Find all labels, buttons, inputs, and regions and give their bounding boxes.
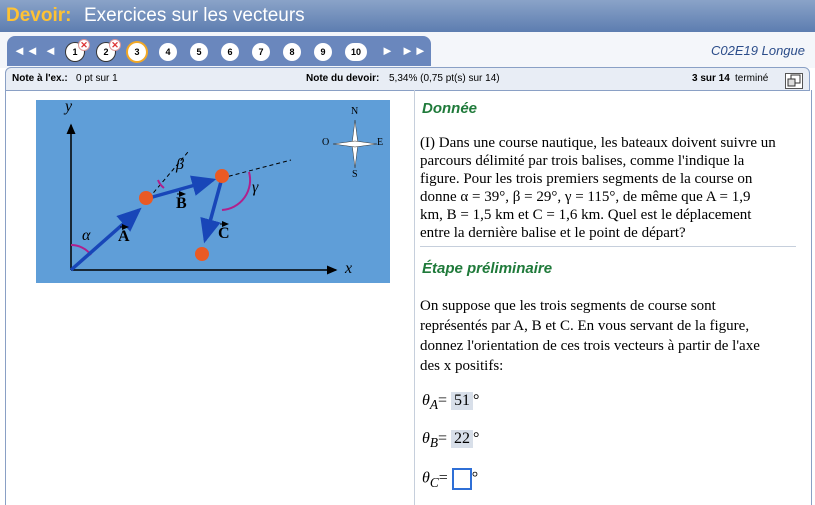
title-kind: Devoir: bbox=[6, 5, 72, 26]
question-1-button[interactable]: 1 ✕ bbox=[66, 43, 84, 61]
etape-text: On suppose que les trois segments de course sont représentés par A, B et C. En vous servant de la figure, donnez l'orientation de ces trois vecteurs à partir de l'axe des x positifs: bbox=[420, 298, 760, 374]
compass-east: E bbox=[377, 137, 384, 148]
question-5-button[interactable]: 5 bbox=[190, 43, 208, 61]
question-8-button[interactable]: 8 bbox=[283, 43, 301, 61]
question-4-button[interactable]: 4 bbox=[159, 43, 177, 61]
donnee-heading: Donnée bbox=[422, 100, 478, 117]
question-9-button[interactable]: 9 bbox=[314, 43, 332, 61]
question-6-button[interactable]: 6 bbox=[221, 43, 239, 61]
question-3-button[interactable]: 3 bbox=[128, 43, 146, 61]
question-2-button[interactable]: 2 ✕ bbox=[97, 43, 115, 61]
compass-south: S bbox=[352, 169, 358, 180]
ex-score-label: Note à l'ex.: bbox=[12, 73, 68, 84]
etape-heading: Étape préliminaire bbox=[422, 260, 553, 277]
wrong-icon: ✕ bbox=[78, 39, 90, 51]
section-divider bbox=[420, 246, 796, 247]
title-bar bbox=[0, 0, 815, 33]
ex-score-value: 0 pt sur 1 bbox=[76, 73, 118, 84]
hw-score-value: 5,34% (0,75 pt(s) sur 14) bbox=[389, 73, 500, 84]
hw-score-label: Note du devoir: bbox=[306, 73, 380, 84]
info-bar bbox=[5, 67, 810, 91]
next-button[interactable]: ► bbox=[381, 43, 394, 58]
theta-b-row: $\theta_B= 22$ ° bbox=[422, 430, 480, 451]
vector-figure bbox=[36, 100, 390, 283]
vector-a-label: A bbox=[118, 228, 130, 245]
expand-icon[interactable] bbox=[785, 73, 803, 89]
vector-b-label: B bbox=[176, 195, 187, 212]
progress-text: 3 sur 14 bbox=[692, 73, 730, 84]
exercise-code: C02E19 Longue bbox=[711, 43, 805, 58]
question-nav bbox=[7, 36, 431, 66]
compass-west: O bbox=[322, 137, 330, 148]
alpha-label: α bbox=[82, 227, 91, 244]
content-area bbox=[5, 90, 812, 505]
first-button[interactable]: ◄◄ bbox=[13, 43, 39, 58]
vector-c-label: C bbox=[218, 225, 230, 242]
wrong-icon: ✕ bbox=[109, 39, 121, 51]
question-10-button[interactable]: 10 bbox=[345, 43, 367, 61]
y-axis-label: y bbox=[65, 98, 73, 115]
theta-c-input[interactable] bbox=[452, 468, 472, 490]
theta-b-answer: 22 bbox=[451, 430, 473, 448]
theta-a-answer: 51 bbox=[451, 392, 473, 410]
question-7-button[interactable]: 7 bbox=[252, 43, 270, 61]
gamma-label: γ bbox=[252, 179, 259, 196]
column-divider bbox=[414, 90, 415, 505]
x-axis-label: x bbox=[345, 260, 353, 277]
theta-a-row: $\theta_A= 51$ ° bbox=[422, 392, 480, 413]
compass-north: N bbox=[351, 106, 359, 117]
donnee-text: (I) Dans une course nautique, les bateaux doivent suivre un parcours délimité par trois balises, comme l'indique la figure. Pour les trois premiers segments de la course on donne α = 39°, β = 29°, γ = 115°, de même que A = 1,9 km, B = 1,5 km et C = 1,6 km. Quel est le déplacement entre la dernière balise et le point de départ? bbox=[420, 135, 776, 241]
prev-button[interactable]: ◄ bbox=[44, 43, 57, 58]
beta-label: β bbox=[176, 156, 184, 173]
page-title: Exercices sur les vecteurs bbox=[84, 5, 305, 26]
last-button[interactable]: ►► bbox=[401, 43, 427, 58]
theta-c-row: $\theta_C=$ ° bbox=[422, 469, 479, 490]
status-text: terminé bbox=[735, 73, 769, 84]
